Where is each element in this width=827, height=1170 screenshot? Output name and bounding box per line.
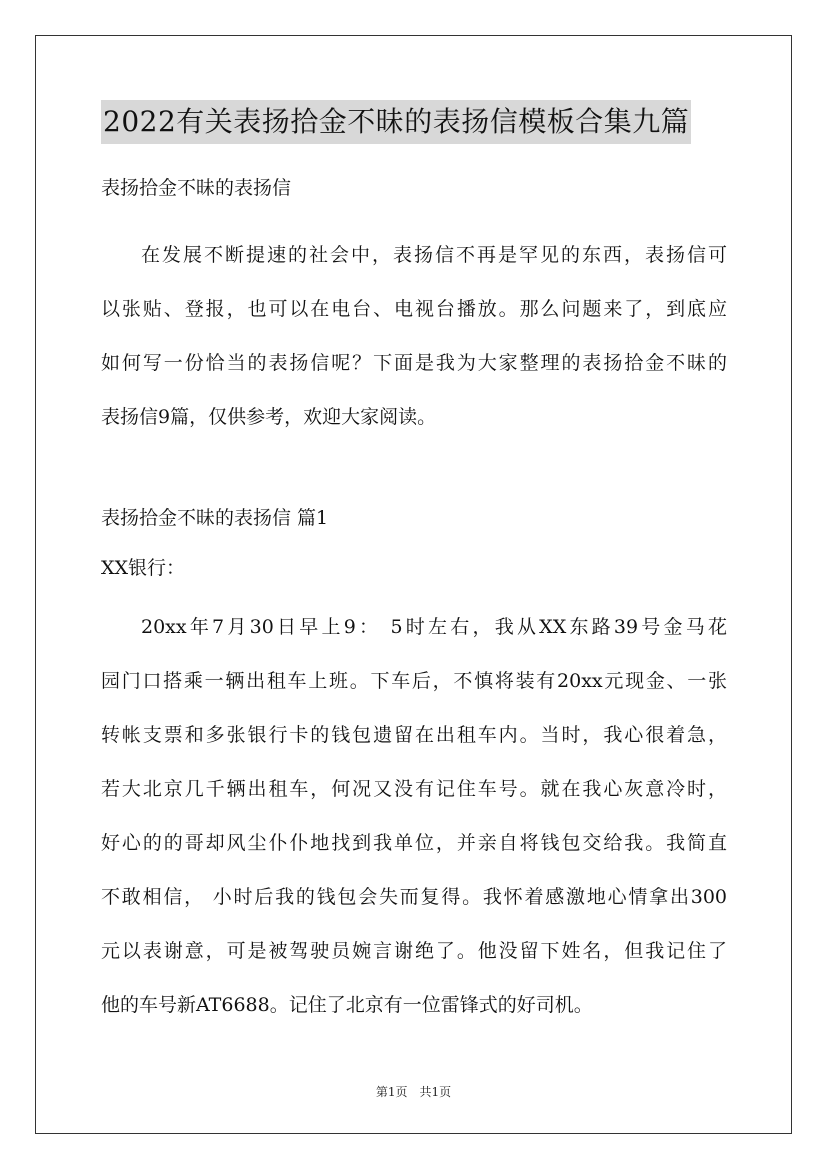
body-line: 20xx年7月30日早上9： 5时左右，我从XX东路39号金马花 [141, 616, 727, 638]
body-line: 转帐支票和多张银行卡的钱包遗留在出租车内。当时，我心很着急， [101, 724, 727, 746]
body-line: 元以表谢意，可是被驾驶员婉言谢绝了。他没留下姓名，但我记住了 [101, 940, 727, 962]
section-heading: 表扬拾金不昧的表扬信 篇1 [101, 507, 329, 529]
letter-greeting: XX银行： [101, 557, 186, 579]
spacer [101, 444, 727, 494]
page-total: 共1页 [419, 1085, 452, 1099]
intro-line: 如何写一份恰当的表扬信呢？下面是我为大家整理的表扬拾金不昧的 [101, 352, 727, 374]
page-footer [0, 1083, 827, 1100]
body-line: 不敢相信， 小时后我的钱包会失而复得。我怀着感激地心情拿出300 [101, 886, 727, 908]
intro-line: 以张贴、登报，也可以在电台、电视台播放。那么问题来了，到底应 [101, 298, 727, 320]
body-line: 若大北京几千辆出租车，何况又没有记住车号。就在我心灰意冷时， [101, 778, 727, 800]
intro-paragraph [101, 228, 727, 444]
intro-line: 在发展不断提速的社会中，表扬信不再是罕见的东西，表扬信可 [141, 244, 727, 266]
document-heading: 表扬拾金不昧的表扬信 [101, 177, 292, 199]
body-line: 好心的的哥却风尘仆仆地找到我单位，并亲自将钱包交给我。我简直 [101, 832, 727, 854]
body-line: 他的车号新AT6688。记住了北京有一位雷锋式的好司机。 [101, 994, 593, 1016]
intro-line: 表扬信9篇，仅供参考，欢迎大家阅读。 [101, 406, 437, 428]
page-number: 第1页 [375, 1085, 408, 1099]
document-content [101, 100, 727, 1032]
letter-body [101, 600, 727, 1032]
body-line: 园门口搭乘一辆出租车上班。下车后，不慎将装有20xx元现金、一张 [101, 670, 727, 692]
document-title: 2022有关表扬拾金不昧的表扬信模板合集九篇 [101, 100, 691, 144]
